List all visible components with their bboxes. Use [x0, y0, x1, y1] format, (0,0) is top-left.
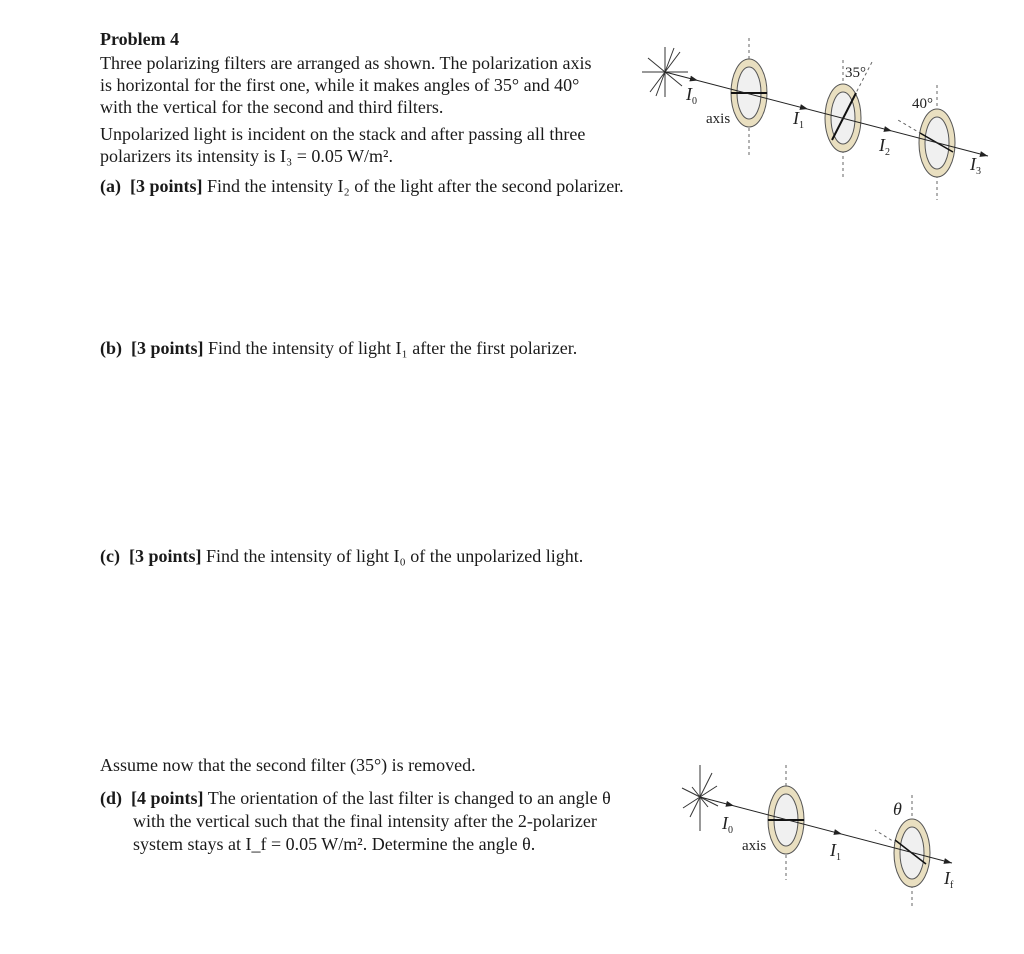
label-i2: $I_2$ — [879, 135, 890, 158]
label-if: $I_f$ — [944, 868, 954, 891]
part-d-line: with the vertical such that the final intensity after the 2-polarizer — [133, 811, 597, 831]
intro-line: Unpolarized light is incident on the stack and after passing all three — [100, 124, 586, 144]
part-tag: (d) — [100, 788, 122, 808]
intro-line: is horizontal for the first one, while it makes angles of 35° and 40° — [100, 75, 580, 95]
intro-line: Three polarizing filters are arranged as shown. The polarization axis — [100, 53, 592, 73]
problem-title: Problem 4 — [100, 29, 180, 49]
label-i1: $I_1$ — [793, 108, 804, 131]
label-axis: axis — [742, 838, 767, 854]
part-points: [4 points] — [131, 788, 204, 808]
label-i3: $I_3$ — [970, 154, 981, 177]
polarizer-filter-1 — [731, 59, 767, 127]
intro-line: polarizers its intensity is I₃ = 0.05 W/m². — [100, 146, 393, 166]
part-text: The orientation of the last filter is changed to an angle θ — [207, 788, 611, 808]
part-text: Find the intensity of light I₀ of the unpolarized light. — [206, 546, 584, 566]
angle-35: 35° — [845, 65, 866, 81]
label-i1: $I_1$ — [830, 840, 841, 863]
part-d-line: system stays at I_f = 0.05 W/m². Determine the angle θ. — [133, 834, 536, 854]
part-text: Find the intensity of light I₁ after the first polarizer. — [208, 338, 578, 358]
part-tag: (b) — [100, 338, 122, 358]
label-i0: $I_0$ — [722, 813, 733, 836]
part-text: Find the intensity I₂ of the light after the second polarizer. — [207, 176, 624, 196]
three-polarizer-diagram — [642, 38, 988, 200]
two-polarizer-diagram — [682, 765, 954, 907]
label-i0: $I_0$ — [686, 84, 697, 107]
intro-line: with the vertical for the second and third filters. — [100, 97, 444, 117]
part-tag: (a) — [100, 176, 121, 196]
label-axis: axis — [706, 111, 731, 127]
part-points: [3 points] — [128, 546, 202, 566]
label-theta: θ — [893, 799, 902, 819]
angle-40: 40° — [912, 96, 933, 112]
unpolarized-source-icon — [682, 765, 718, 831]
part-points: [3 points] — [131, 338, 204, 358]
part-points: [3 points] — [130, 176, 203, 196]
assumption-text: Assume now that the second filter (35°) is removed. — [100, 755, 476, 775]
part-tag: (c) — [100, 546, 120, 566]
